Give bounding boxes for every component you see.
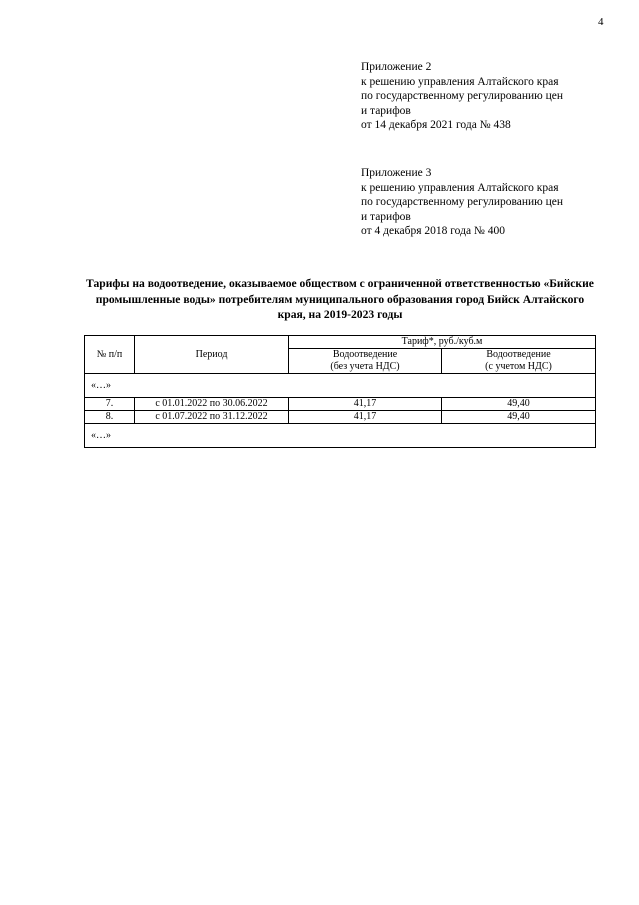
ellipsis-bottom: «…» <box>85 424 596 448</box>
table-row <box>85 411 596 424</box>
appendix-3-line: и тарифов <box>361 210 411 223</box>
header-with-vat-line1: Водоотведение <box>486 349 551 360</box>
row-with-vat: 49,40 <box>442 411 596 424</box>
row-without-vat: 41,17 <box>289 398 442 411</box>
appendix-3-line: по государственному регулированию цен <box>361 196 564 209</box>
appendix-2-line: от 14 декабря 2021 года № 438 <box>361 119 511 132</box>
appendix-2-header <box>361 60 631 133</box>
header-tariff-group: Тариф*, руб./куб.м <box>289 336 596 349</box>
appendix-3-line: к решению управления Алтайского края <box>361 181 559 194</box>
appendix-3-line: от 4 декабря 2018 года № 400 <box>361 225 506 238</box>
header-with-vat <box>442 349 596 374</box>
ellipsis-top: «…» <box>85 374 596 398</box>
appendix-3-line: Приложение 3 <box>361 167 432 179</box>
header-without-vat-line1: Водоотведение <box>332 349 398 360</box>
tariff-table <box>84 335 596 448</box>
header-with-vat-line2: (с учетом НДС) <box>485 361 552 372</box>
row-number: 8. <box>85 411 135 424</box>
row-period: с 01.01.2022 по 30.06.2022 <box>135 398 289 411</box>
ellipsis-row-bottom <box>85 424 596 448</box>
row-number: 7. <box>85 398 135 411</box>
header-number: № п/п <box>85 336 135 374</box>
table-header-row <box>85 336 596 349</box>
appendix-2-line: по государственному регулированию цен <box>361 90 564 103</box>
ellipsis-row-top <box>85 374 596 398</box>
document-title: Тарифы на водоотведение, оказываемое обществом с ограниченной ответственностью «Бийские промышленные воды» потребителям муниципального образования город Бийск Алтайского края, на 2019-2023 годы <box>86 277 594 322</box>
row-without-vat: 41,17 <box>289 411 442 424</box>
header-without-vat-line2: (без учета НДС) <box>330 361 400 372</box>
header-without-vat <box>289 349 442 374</box>
appendix-3-header <box>361 166 631 239</box>
appendix-2-line: и тарифов <box>361 104 411 117</box>
appendix-2-line: Приложение 2 <box>361 61 432 73</box>
header-period: Период <box>135 336 289 374</box>
page-number: 4 <box>598 16 604 28</box>
row-with-vat: 49,40 <box>442 398 596 411</box>
table-row <box>85 398 596 411</box>
row-period: с 01.07.2022 по 31.12.2022 <box>135 411 289 424</box>
appendix-2-line: к решению управления Алтайского края <box>361 75 559 88</box>
